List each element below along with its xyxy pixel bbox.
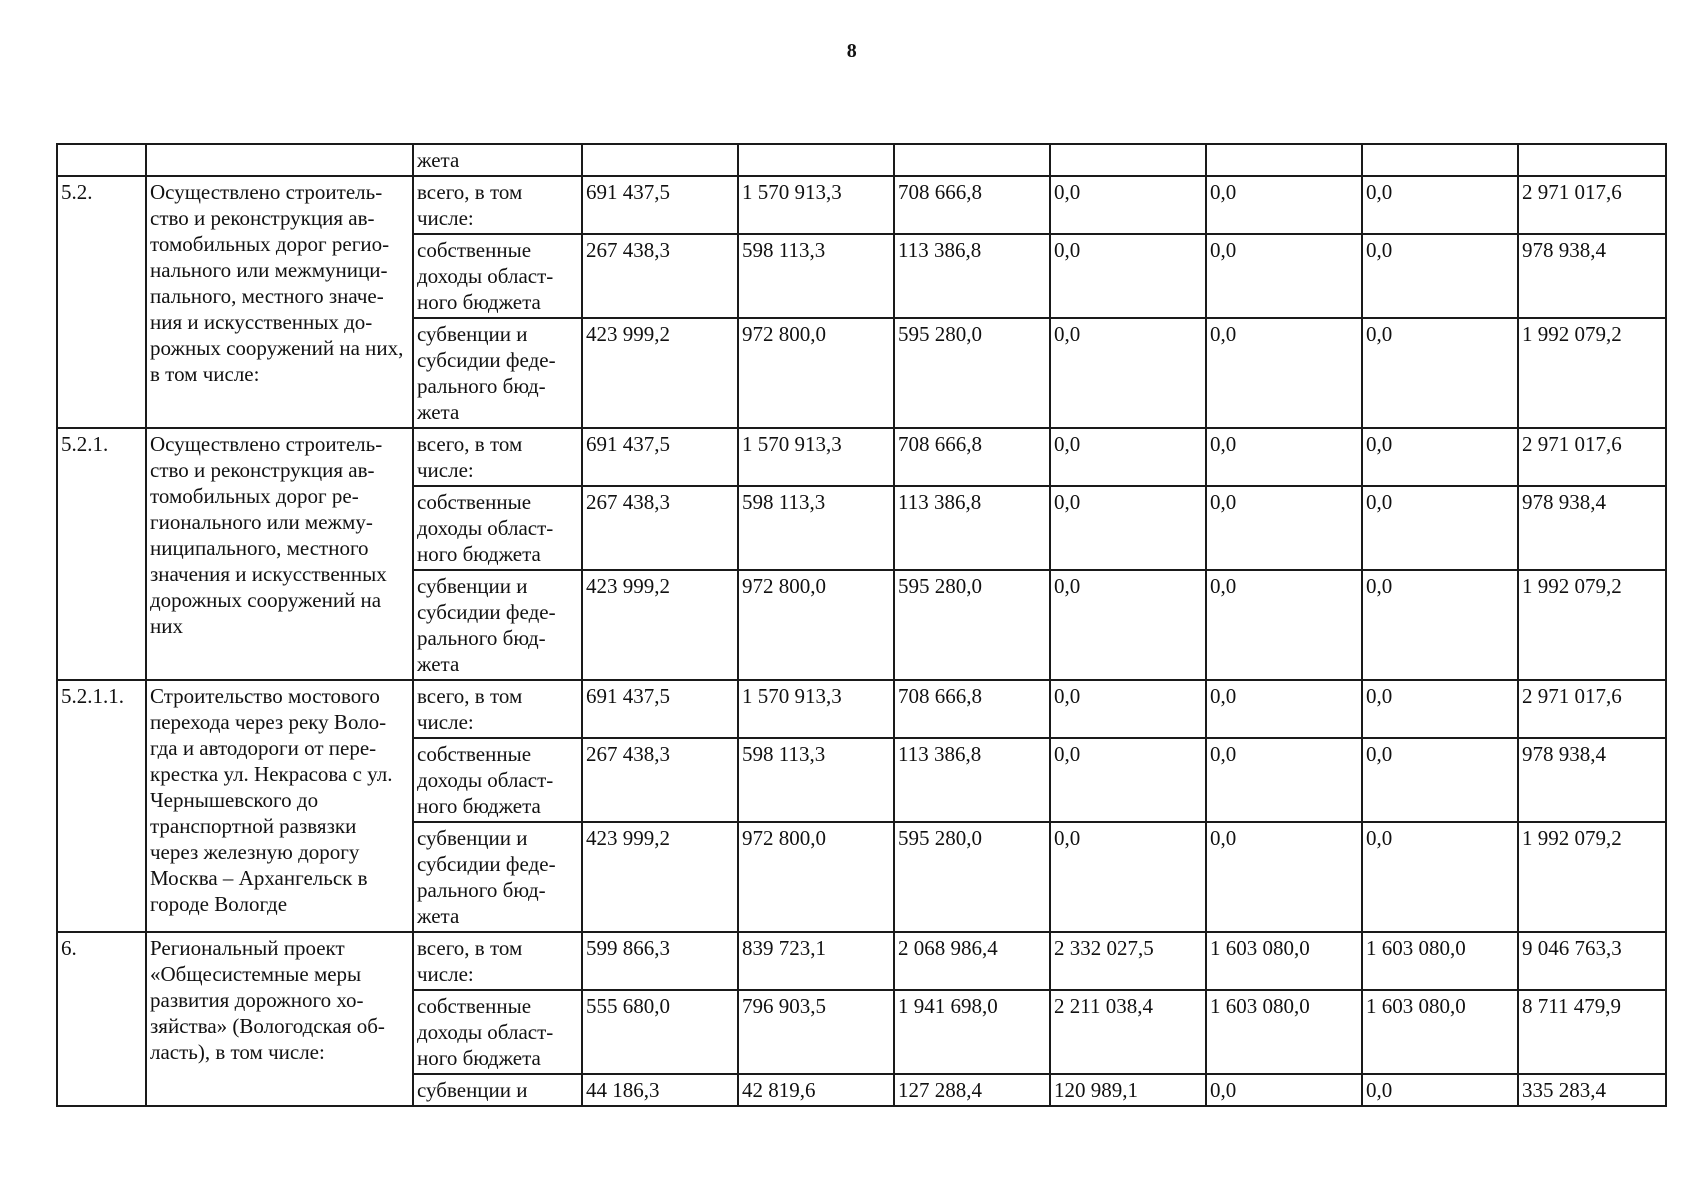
budget-table	[56, 143, 1667, 1107]
table-row	[57, 144, 1666, 176]
total-value-cell	[1518, 144, 1666, 176]
year-value-cell: 1 570 913,3	[738, 428, 894, 486]
year-value-cell: 0,0	[1050, 428, 1206, 486]
year-value-cell: 595 280,0	[894, 570, 1050, 680]
year-value-cell: 1 603 080,0	[1362, 990, 1518, 1074]
year-value-cell: 796 903,5	[738, 990, 894, 1074]
year-value-cell: 120 989,1	[1050, 1074, 1206, 1106]
year-value-cell: 1 603 080,0	[1206, 932, 1362, 990]
year-value-cell: 0,0	[1050, 176, 1206, 234]
item-description-cell	[146, 144, 413, 176]
year-value-cell: 267 438,3	[582, 234, 738, 318]
year-value-cell: 1 570 913,3	[738, 176, 894, 234]
year-value-cell: 972 800,0	[738, 570, 894, 680]
item-code-cell: 5.2.1.	[57, 428, 146, 680]
total-value-cell: 9 046 763,3	[1518, 932, 1666, 990]
table-row	[57, 176, 1666, 234]
item-code-cell: 5.2.	[57, 176, 146, 428]
year-value-cell: 1 603 080,0	[1206, 990, 1362, 1074]
year-value-cell: 598 113,3	[738, 738, 894, 822]
year-value-cell: 708 666,8	[894, 428, 1050, 486]
table-row	[57, 680, 1666, 738]
year-value-cell: 267 438,3	[582, 738, 738, 822]
year-value-cell: 691 437,5	[582, 680, 738, 738]
year-value-cell: 972 800,0	[738, 318, 894, 428]
year-value-cell: 0,0	[1206, 680, 1362, 738]
page-number: 8	[846, 40, 858, 62]
funding-source-cell: субвенции и субсидии феде-рального бюд-жета	[413, 570, 582, 680]
total-value-cell: 978 938,4	[1518, 486, 1666, 570]
total-value-cell: 8 711 479,9	[1518, 990, 1666, 1074]
item-description-cell: Строительство мостового перехода через реку Воло-гда и автодороги от пере-крестка ул. Некрасова с ул. Чернышевского до транспортной развязки через железную дорогу Москва – Архангельск в городе Вологде	[146, 680, 413, 932]
year-value-cell: 267 438,3	[582, 486, 738, 570]
year-value-cell: 0,0	[1362, 234, 1518, 318]
funding-source-cell: жета	[413, 144, 582, 176]
total-value-cell: 978 938,4	[1518, 234, 1666, 318]
year-value-cell: 0,0	[1050, 486, 1206, 570]
year-value-cell	[1206, 144, 1362, 176]
table-row	[57, 428, 1666, 486]
year-value-cell: 598 113,3	[738, 486, 894, 570]
funding-source-cell: всего, в том числе:	[413, 428, 582, 486]
year-value-cell: 127 288,4	[894, 1074, 1050, 1106]
year-value-cell: 0,0	[1362, 428, 1518, 486]
funding-source-cell: собственные доходы област-ного бюджета	[413, 738, 582, 822]
year-value-cell	[1362, 144, 1518, 176]
year-value-cell: 0,0	[1362, 318, 1518, 428]
year-value-cell: 708 666,8	[894, 176, 1050, 234]
table-row	[57, 932, 1666, 990]
year-value-cell	[582, 144, 738, 176]
year-value-cell: 0,0	[1206, 486, 1362, 570]
year-value-cell: 0,0	[1362, 822, 1518, 932]
year-value-cell: 42 819,6	[738, 1074, 894, 1106]
total-value-cell: 335 283,4	[1518, 1074, 1666, 1106]
funding-source-cell: субвенции и субсидии феде-рального бюд-жета	[413, 318, 582, 428]
total-value-cell: 2 971 017,6	[1518, 428, 1666, 486]
year-value-cell: 423 999,2	[582, 570, 738, 680]
year-value-cell: 691 437,5	[582, 428, 738, 486]
year-value-cell: 0,0	[1362, 738, 1518, 822]
funding-source-cell: всего, в том числе:	[413, 932, 582, 990]
year-value-cell: 0,0	[1206, 176, 1362, 234]
total-value-cell: 1 992 079,2	[1518, 570, 1666, 680]
total-value-cell: 1 992 079,2	[1518, 822, 1666, 932]
year-value-cell: 0,0	[1206, 1074, 1362, 1106]
year-value-cell: 44 186,3	[582, 1074, 738, 1106]
year-value-cell: 0,0	[1362, 176, 1518, 234]
year-value-cell: 0,0	[1206, 738, 1362, 822]
funding-source-cell: собственные доходы област-ного бюджета	[413, 234, 582, 318]
year-value-cell: 0,0	[1206, 570, 1362, 680]
year-value-cell: 0,0	[1050, 570, 1206, 680]
item-description-cell: Региональный проект «Общесистемные меры развития дорожного хо-зяйства» (Вологодская об-ласть), в том числе:	[146, 932, 413, 1106]
year-value-cell: 595 280,0	[894, 318, 1050, 428]
year-value-cell: 1 603 080,0	[1362, 932, 1518, 990]
year-value-cell: 2 332 027,5	[1050, 932, 1206, 990]
item-code-cell: 6.	[57, 932, 146, 1106]
year-value-cell: 113 386,8	[894, 486, 1050, 570]
year-value-cell: 0,0	[1362, 570, 1518, 680]
year-value-cell: 708 666,8	[894, 680, 1050, 738]
year-value-cell: 423 999,2	[582, 822, 738, 932]
item-description-cell: Осуществлено строитель-ство и реконструкция ав-томобильных дорог ре-гионального или межму-ниципального, местного значения и искусственных дорожных сооружений на них	[146, 428, 413, 680]
item-code-cell	[57, 144, 146, 176]
year-value-cell: 2 211 038,4	[1050, 990, 1206, 1074]
funding-source-cell: всего, в том числе:	[413, 176, 582, 234]
year-value-cell: 113 386,8	[894, 738, 1050, 822]
year-value-cell: 839 723,1	[738, 932, 894, 990]
funding-source-cell: субвенции и	[413, 1074, 582, 1106]
year-value-cell: 595 280,0	[894, 822, 1050, 932]
year-value-cell: 0,0	[1050, 234, 1206, 318]
year-value-cell: 0,0	[1050, 822, 1206, 932]
year-value-cell	[1050, 144, 1206, 176]
year-value-cell: 1 570 913,3	[738, 680, 894, 738]
year-value-cell: 691 437,5	[582, 176, 738, 234]
year-value-cell: 113 386,8	[894, 234, 1050, 318]
year-value-cell: 0,0	[1362, 486, 1518, 570]
year-value-cell	[738, 144, 894, 176]
year-value-cell: 555 680,0	[582, 990, 738, 1074]
year-value-cell: 599 866,3	[582, 932, 738, 990]
year-value-cell: 0,0	[1050, 680, 1206, 738]
total-value-cell: 978 938,4	[1518, 738, 1666, 822]
funding-source-cell: субвенции и субсидии феде-рального бюд-жета	[413, 822, 582, 932]
year-value-cell: 0,0	[1206, 822, 1362, 932]
item-description-cell: Осуществлено строитель-ство и реконструкция ав-томобильных дорог регио-нального или межмуници-пального, местного значе-ния и искусственных до-рожных сооружений на них, в том числе:	[146, 176, 413, 428]
year-value-cell: 0,0	[1050, 318, 1206, 428]
year-value-cell: 0,0	[1206, 318, 1362, 428]
funding-source-cell: всего, в том числе:	[413, 680, 582, 738]
year-value-cell: 0,0	[1362, 680, 1518, 738]
year-value-cell: 598 113,3	[738, 234, 894, 318]
year-value-cell: 423 999,2	[582, 318, 738, 428]
funding-source-cell: собственные доходы област-ного бюджета	[413, 990, 582, 1074]
total-value-cell: 2 971 017,6	[1518, 176, 1666, 234]
year-value-cell	[894, 144, 1050, 176]
funding-source-cell: собственные доходы област-ного бюджета	[413, 486, 582, 570]
year-value-cell: 2 068 986,4	[894, 932, 1050, 990]
year-value-cell: 972 800,0	[738, 822, 894, 932]
total-value-cell: 2 971 017,6	[1518, 680, 1666, 738]
year-value-cell: 0,0	[1362, 1074, 1518, 1106]
year-value-cell: 0,0	[1206, 234, 1362, 318]
year-value-cell: 0,0	[1206, 428, 1362, 486]
total-value-cell: 1 992 079,2	[1518, 318, 1666, 428]
year-value-cell: 0,0	[1050, 738, 1206, 822]
item-code-cell: 5.2.1.1.	[57, 680, 146, 932]
year-value-cell: 1 941 698,0	[894, 990, 1050, 1074]
